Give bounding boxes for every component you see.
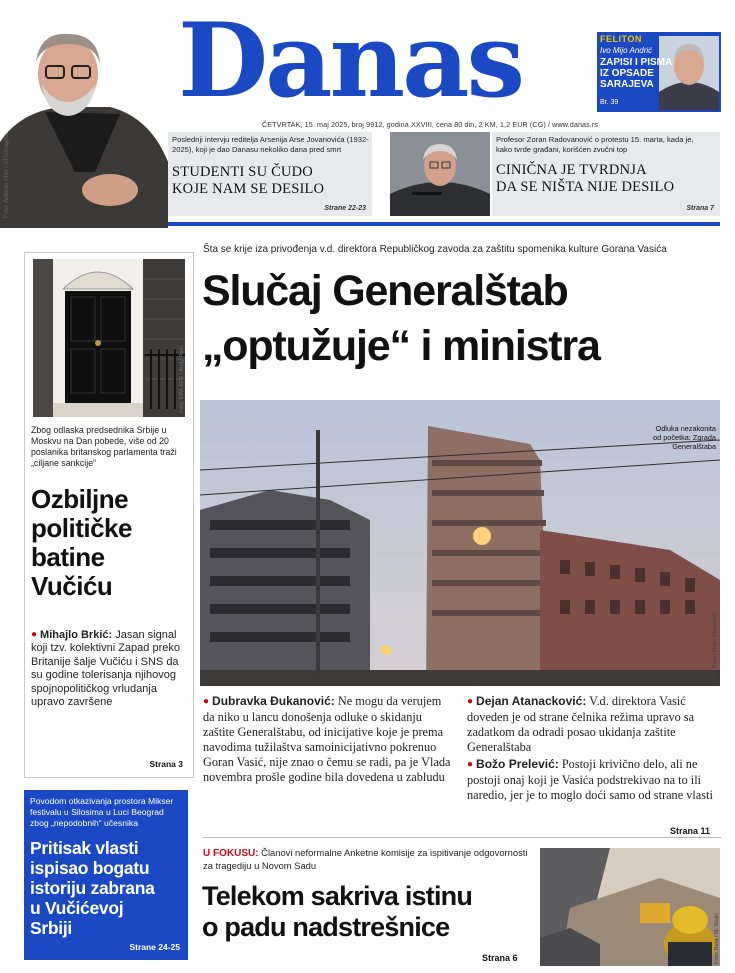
left-photo-credit: Foto: EPA-EFE / Andy Rain (179, 346, 185, 413)
focus-intro-text: Članovi neformalne Anketne komisije za ispitivanje odgovornosti za tragediju u Novom Sadu (203, 847, 528, 871)
main-photo-caption-line: Odluka nezakonita (655, 424, 716, 433)
quote-bullet-icon (31, 629, 40, 641)
feliton-title-line: SARAJEVA (600, 79, 654, 90)
left-story-intro: Zbog odlaska predsednika Srbije u Moskvu na Dan pobede, više od 20 poslanika britanskog parlamenta traži „ciljane sankcije“ (31, 425, 177, 468)
quote3-text: Postoji krivično delo, ali ne postoji onaj koji je Vasića podstrekivao na to ili naredio, jer je to moglo doći samo od strane vlasti (467, 757, 713, 802)
teaser-right-headline (496, 162, 674, 196)
main-photo-caption-line: od početka: Zgrada (653, 433, 716, 442)
left-story[interactable] (24, 252, 194, 778)
main-headline (202, 264, 600, 374)
focus-headline-line: o padu nadstrešnice (202, 912, 450, 942)
left-quote (31, 629, 185, 709)
main-headline-line: „optužuje“ i ministra (202, 322, 600, 370)
portrait-photo-credit: Foto: Antonio Ahel / ATAImages (4, 134, 10, 218)
quote2-text: V.d. direktora Vasić doveden je od strane čelnika režima upravo sa zadatkom da odradi posao ukidanja zaštite Generalštaba (467, 694, 695, 754)
left-headline-line: Ozbiljne (31, 484, 129, 514)
teaser-left[interactable] (168, 132, 372, 216)
main-story-page: Strana 11 (670, 826, 711, 836)
main-headline-line: Slučaj Generalštab (202, 267, 568, 315)
teaser-left-intro: Poslednji intervju reditelja Arsenija Arse Jovanovića (1932-2025), koji je dao Danasu nekoliko dana pred smrt (172, 135, 369, 154)
left-quote-name: Mihajlo Brkić: (40, 629, 113, 641)
main-divider (203, 837, 721, 838)
focus-headline-line: Telekom sakriva istinu (202, 881, 473, 911)
main-photo-credit: Foto: Beta / Milan Obradović (712, 612, 718, 682)
main-photo-caption (622, 424, 716, 451)
teaser-right-page: Strana 7 (686, 205, 714, 212)
teaser-left-headline-line: KOJE NAM SE DESILO (172, 181, 325, 197)
teaser-right[interactable] (492, 132, 720, 216)
main-quote-3 (467, 757, 721, 803)
quote-bullet-icon (467, 757, 476, 771)
feliton-title-line: ZAPISI I PISMA (600, 57, 673, 68)
quote1-text: Ne mogu da verujem da niko u lancu donošenja odluke o skidanju zaštite Generalštabu, od inicijative koje je prema navodima tužilaštva samoinicijativno pokrenuo Goran Vasić, nije znao o čemu se radi, pa je Vlada novembra prošle godine bila dovedena u zabludu (203, 694, 451, 784)
quote3-name: Božo Prelević: (476, 757, 559, 771)
focus-label: U FOKUSU: (203, 848, 259, 859)
main-quote-2 (467, 694, 721, 755)
left-story-headline (31, 485, 132, 601)
left-headline-line: batine (31, 542, 105, 572)
focus-story[interactable] (200, 846, 536, 966)
issue-line: ČETVRTAK, 15. maj 2025, broj 9912, godina XXVIII, cena 80 din, 2 KM, 1,2 EUR (CG) / www.danas.rs (262, 120, 599, 129)
blue-box-page: Strane 24-25 (129, 942, 180, 952)
quote1-name: Dubravka Đukanović: (212, 694, 335, 708)
downing-street-photo (33, 259, 185, 417)
quote-bullet-icon (203, 694, 212, 708)
feliton-title-line: IZ OPSADE (600, 68, 654, 79)
blue-box-headline-line: Srbiji (30, 918, 72, 938)
blue-box-intro: Povodom otkazivanja prostora Mikser festivalu u Silosima u Luci Beograd zbog „nepodobnih“ učesnika (30, 796, 174, 828)
feliton-title (600, 57, 672, 90)
left-headline-line: Vučiću (31, 571, 113, 601)
feliton-author: Ivo Mijo Andrić (600, 46, 653, 55)
main-quote-1 (203, 694, 453, 785)
blue-box-headline-line: Pritisak vlasti (30, 838, 139, 858)
teaser-left-headline-line: STUDENTI SU ČUDO (172, 164, 313, 180)
feliton-box[interactable] (597, 32, 721, 112)
left-headline-line: političke (31, 513, 132, 543)
focus-photo-credit: Foto: Beta / M. Stojić (714, 912, 720, 964)
blue-box-headline-line: istoriju zabrana (30, 878, 155, 898)
masthead-rule (168, 222, 720, 226)
quote-bullet-icon (467, 694, 476, 708)
blue-box-story[interactable] (24, 790, 188, 960)
portrait-photo (0, 22, 168, 228)
focus-headline (202, 881, 472, 943)
feliton-label: FELITON (600, 34, 642, 44)
left-story-page: Strana 3 (149, 759, 183, 769)
blue-box-headline (30, 838, 155, 938)
blue-box-headline-line: ispisao bogatu (30, 858, 150, 878)
teaser-right-intro: Profesor Zoran Radovanović o protestu 15. marta, kada je, kako tvrde građani, korišćen zvučni top (496, 135, 694, 154)
main-photo-caption-line: Generalštaba (672, 442, 716, 451)
quote2-name: Dejan Atanacković: (476, 694, 587, 708)
teaser-left-headline (172, 164, 324, 198)
teaser-left-page: Strane 22-23 (324, 205, 366, 212)
teaser-right-headline-line: CINIČNA JE TVRDNJA (496, 162, 647, 178)
main-kicker: Šta se krije iza privođenja v.d. direktora Republičkog zavoda za zaštitu spomenika kulture Gorana Vasića (203, 244, 667, 255)
teaser-right-photo (390, 132, 490, 216)
focus-intro (203, 847, 533, 872)
focus-photo (540, 848, 720, 966)
blue-box-headline-line: u Vučićevoj (30, 898, 124, 918)
teaser-right-headline-line: DA SE NIŠTA NIJE DESILO (496, 179, 675, 195)
focus-page: Strana 6 (482, 953, 518, 963)
masthead (0, 0, 735, 232)
feliton-number: Br. 39 (600, 99, 619, 106)
masthead-logo: Danas (178, 1, 522, 121)
left-quote-text: Jasan signal koji tzv. kolektivni Zapad preko Britanije šalje Vučiću i SNS da su godine tolerisanja njihovog spojnopolitičkog vrludanja upravo završene (31, 629, 180, 709)
